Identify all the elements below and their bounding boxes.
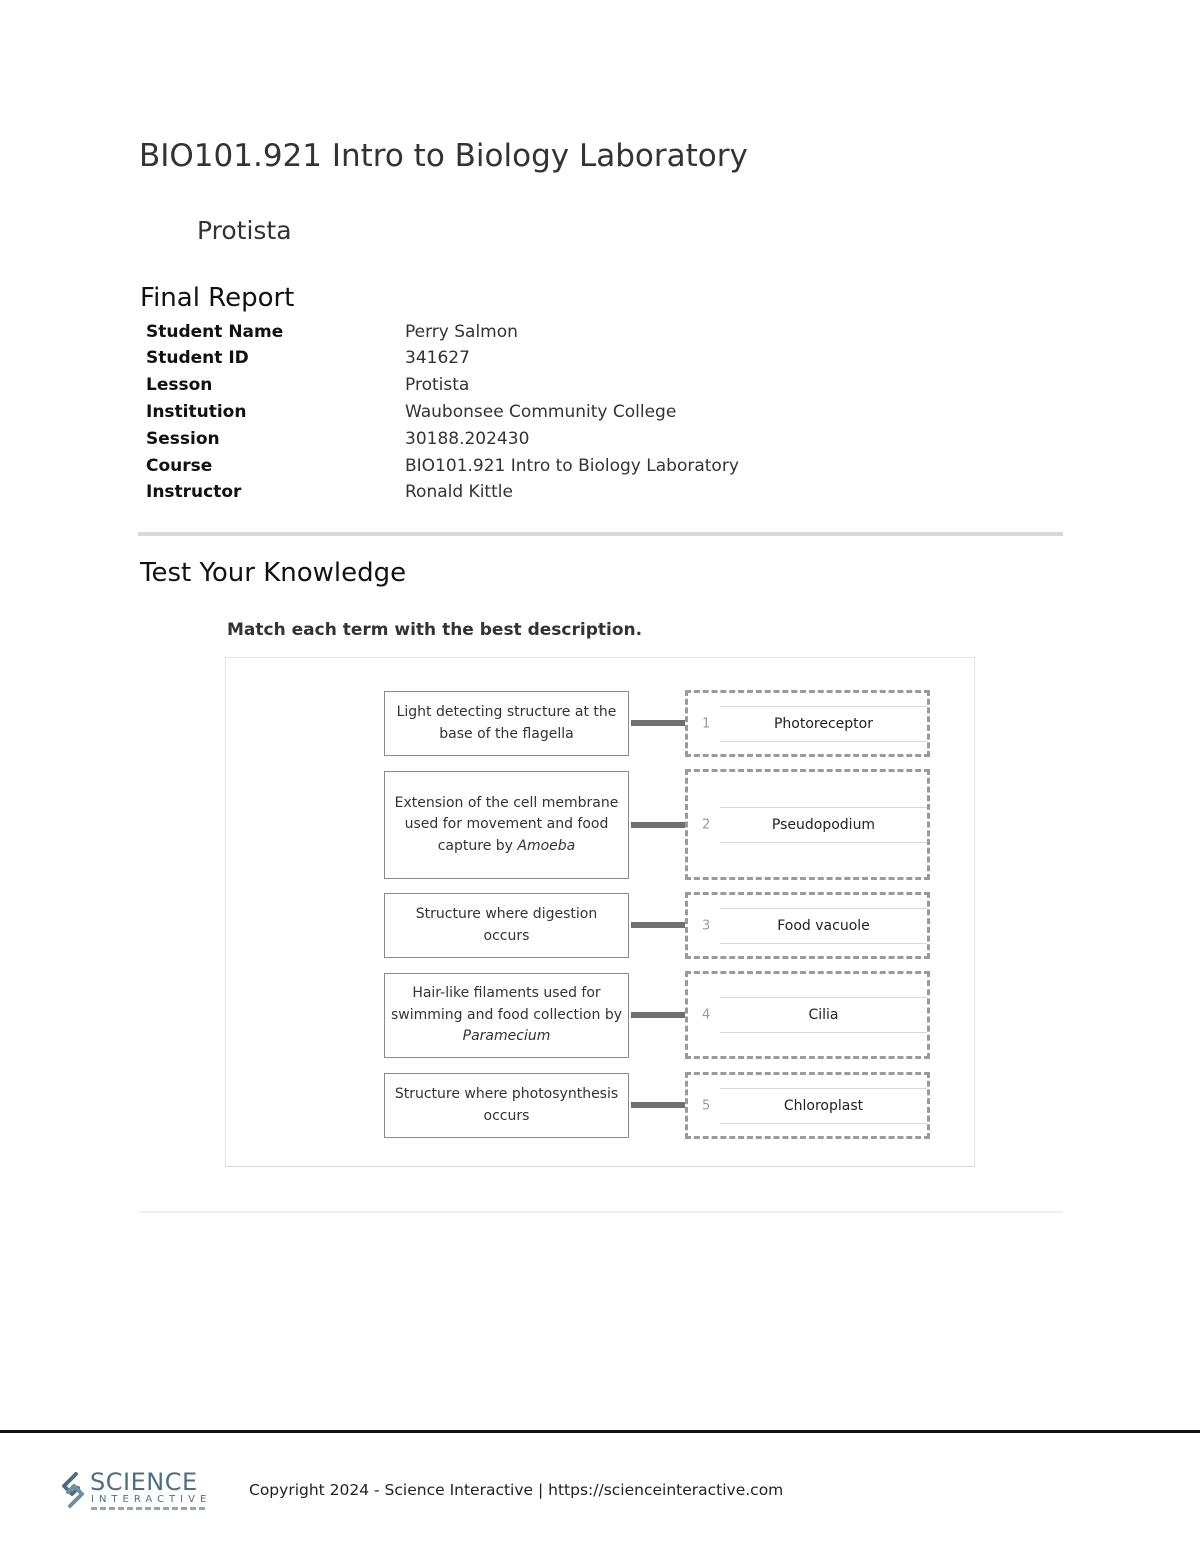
match-connector [631, 922, 685, 928]
footer-rule [0, 1430, 1200, 1433]
description-text [391, 793, 622, 858]
match-connector [631, 1012, 685, 1018]
answer-number: 5 [702, 1098, 711, 1113]
answer-drop-zone[interactable] [685, 971, 930, 1059]
info-label: Student Name [146, 322, 284, 342]
term-label: Cilia [808, 1007, 839, 1023]
info-label: Course [146, 456, 213, 476]
science-interactive-logo [58, 1466, 212, 1516]
info-label: Institution [146, 402, 247, 422]
description-plain: Extension of the cell membrane used for movement and food capture by [394, 794, 619, 854]
description-card [384, 893, 629, 958]
description-text: Structure where digestion occurs [415, 906, 598, 944]
description-text [391, 983, 622, 1048]
footer-copyright: Copyright 2024 - Science Interactive | https://scienceinteractive.com [249, 1481, 784, 1499]
description-plain: Hair-like filaments used for swimming and food collection by [391, 985, 622, 1023]
term-chip[interactable] [720, 706, 927, 742]
answer-number: 1 [702, 716, 711, 731]
description-italic: Paramecium [462, 1028, 551, 1045]
term-chip[interactable] [720, 997, 927, 1033]
info-value: Waubonsee Community College [405, 402, 677, 422]
match-instruction: Match each term with the best description. [227, 620, 643, 640]
description-card [384, 1073, 629, 1138]
description-italic: Amoeba [517, 837, 576, 854]
lesson-subtitle: Protista [197, 216, 292, 245]
info-value: 341627 [405, 348, 470, 368]
logo-wordmark: SCIENCE [90, 1468, 198, 1496]
answer-drop-zone[interactable] [685, 892, 930, 959]
answer-number: 3 [702, 918, 711, 933]
description-text: Structure where photosynthesis occurs [394, 1086, 619, 1124]
match-connector [631, 1102, 685, 1108]
term-chip[interactable] [720, 807, 927, 843]
term-label: Pseudopodium [771, 816, 876, 833]
term-label: Food vacuole [777, 917, 870, 934]
test-your-knowledge-heading: Test Your Knowledge [140, 558, 407, 588]
info-value: BIO101.921 Intro to Biology Laboratory [405, 456, 739, 476]
answer-drop-zone[interactable] [685, 1072, 930, 1139]
info-value: 30188.202430 [405, 429, 530, 449]
term-label: Chloroplast [783, 1097, 864, 1114]
description-text: Light detecting structure at the base of the flagella [396, 704, 617, 742]
term-label: Photoreceptor [773, 715, 873, 732]
info-label: Student ID [146, 348, 249, 368]
term-chip[interactable] [720, 1088, 927, 1124]
content-divider [138, 1211, 1063, 1213]
answer-number: 4 [702, 1007, 711, 1023]
info-label: Instructor [146, 482, 242, 502]
match-connector [631, 720, 685, 726]
description-card [384, 691, 629, 756]
match-connector [631, 822, 685, 828]
logo-mark-icon [58, 1470, 88, 1510]
answer-drop-zone[interactable] [685, 769, 930, 880]
final-report-heading: Final Report [140, 283, 295, 313]
info-label: Lesson [146, 375, 213, 395]
course-title: BIO101.921 Intro to Biology Laboratory [139, 138, 748, 174]
info-value: Ronald Kittle [405, 482, 513, 502]
logo-wordmark-sub: INTERACTIVE [91, 1494, 212, 1505]
logo-tagline [91, 1507, 207, 1510]
description-card [384, 771, 629, 879]
section-divider [138, 532, 1063, 536]
answer-number: 2 [702, 817, 711, 832]
answer-drop-zone[interactable] [685, 690, 930, 757]
info-value: Protista [405, 375, 470, 395]
info-value: Perry Salmon [405, 322, 518, 342]
info-label: Session [146, 429, 220, 449]
term-chip[interactable] [720, 908, 927, 944]
description-card [384, 973, 629, 1058]
